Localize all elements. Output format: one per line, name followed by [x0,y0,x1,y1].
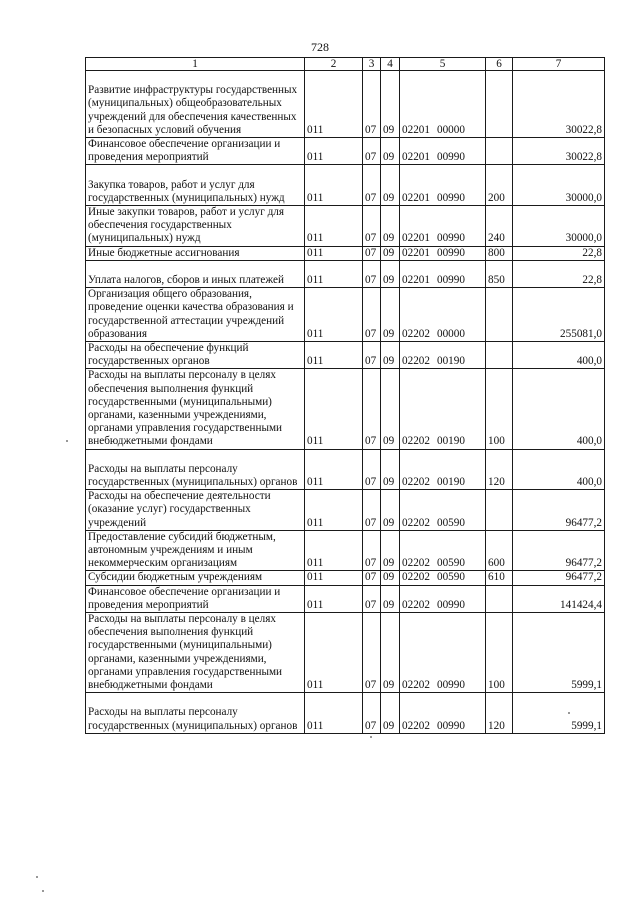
amount-cell: 400,0 [513,342,605,369]
amount-cell: 255081,0 [513,288,605,342]
scan-speck [36,876,38,878]
target-article-cell [400,530,486,571]
ministry-code-cell: 011 [305,490,363,531]
expense-type-cell: 800 [486,246,513,260]
expense-type-cell [486,138,513,165]
expense-name-cell: Предоставление субсидий бюджетным, автономным учреждениям и иным некоммерческим организациям [86,530,305,571]
scan-speck [66,440,68,442]
subsection-code-cell: 09 [381,206,400,247]
table-row [86,369,605,449]
expense-name-cell: Расходы на обеспечение деятельности (оказание услуг) государственных учреждений [86,490,305,531]
table-row [86,246,605,260]
expense-type-cell: 610 [486,571,513,585]
expense-type-cell: 100 [486,613,513,693]
column-header: 3 [363,58,381,71]
target-article-direction: 00990 [436,719,465,732]
section-code-cell: 07 [363,71,381,138]
target-article-program: 02202 [402,719,430,732]
column-header: 1 [86,58,305,71]
subsection-code-cell: 09 [381,585,400,612]
table-row [86,490,605,531]
expense-name-cell: Уплата налогов, сборов и иных платежей [86,260,305,287]
target-article-direction: 00590 [436,516,465,529]
column-header: 2 [305,58,363,71]
target-article-cell [400,138,486,165]
target-article-program: 02201 [402,246,430,259]
ministry-code-cell: 011 [305,449,363,490]
target-article-program: 02201 [402,191,430,204]
expense-name-cell: Расходы на обеспечение функций государственных органов [86,342,305,369]
ministry-code-cell: 011 [305,613,363,693]
target-article-cell [400,246,486,260]
amount-cell: 30022,8 [513,71,605,138]
target-article-program: 02202 [402,476,430,489]
target-article-direction: 00990 [436,246,465,259]
ministry-code-cell: 011 [305,342,363,369]
subsection-code-cell: 09 [381,246,400,260]
subsection-code-cell: 09 [381,138,400,165]
subsection-code-cell: 09 [381,571,400,585]
section-code-cell: 07 [363,613,381,693]
expense-name-cell: Финансовое обеспечение организации и проведения мероприятий [86,138,305,165]
target-article-cell [400,206,486,247]
amount-cell: 96477,2 [513,530,605,571]
amount-cell: 30000,0 [513,206,605,247]
subsection-code-cell: 09 [381,369,400,449]
ministry-code-cell: 011 [305,138,363,165]
table-row [86,693,605,734]
target-article-cell [400,693,486,734]
expense-type-cell [486,71,513,138]
section-code-cell: 07 [363,693,381,734]
amount-cell: 141424,4 [513,585,605,612]
ministry-code-cell: 011 [305,585,363,612]
target-article-cell [400,260,486,287]
ministry-code-cell: 011 [305,71,363,138]
table-row [86,138,605,165]
section-code-cell: 07 [363,206,381,247]
section-code-cell: 07 [363,571,381,585]
table-row [86,342,605,369]
target-article-program: 02201 [402,123,430,136]
section-code-cell: 07 [363,585,381,612]
section-code-cell: 07 [363,246,381,260]
amount-cell: 96477,2 [513,571,605,585]
scan-speck [370,736,372,738]
target-article-direction: 00990 [436,679,465,692]
column-header: 6 [486,58,513,71]
budget-table [85,57,605,734]
subsection-code-cell: 09 [381,530,400,571]
target-article-direction: 00990 [436,191,465,204]
section-code-cell: 07 [363,165,381,206]
expense-name-cell: Развитие инфраструктуры государственных (муниципальных) общеобразовательных учреждений для обеспечения качественных и безопасных условий обучения [86,71,305,138]
subsection-code-cell: 09 [381,613,400,693]
expense-name-cell: Иные закупки товаров, работ и услуг для обеспечения государственных (муниципальных) нужд [86,206,305,247]
target-article-direction: 00000 [436,123,465,136]
target-article-direction: 00990 [436,598,465,611]
target-article-direction: 00190 [436,435,465,448]
expense-type-cell: 200 [486,165,513,206]
target-article-program: 02202 [402,598,430,611]
target-article-program: 02202 [402,516,430,529]
target-article-cell [400,165,486,206]
ministry-code-cell: 011 [305,165,363,206]
target-article-program: 02201 [402,151,430,164]
subsection-code-cell: 09 [381,288,400,342]
expense-name-cell: Расходы на выплаты персоналу в целях обеспечения выполнения функций государственными (муниципальными) органами, казенными учреждениями, органами управления государственными внебюджетными фондами [86,613,305,693]
target-article-direction: 00590 [436,571,465,584]
amount-cell: 5999,1 [513,613,605,693]
expense-type-cell: 850 [486,260,513,287]
target-article-program: 02201 [402,274,430,286]
subsection-code-cell: 09 [381,71,400,138]
target-article-program: 02202 [402,435,430,448]
target-article-cell [400,288,486,342]
subsection-code-cell: 09 [381,693,400,734]
table-row [86,260,605,287]
column-header: 5 [400,58,486,71]
amount-cell: 400,0 [513,449,605,490]
expense-type-cell [486,490,513,531]
expense-type-cell: 240 [486,206,513,247]
table-row [86,288,605,342]
target-article-program: 02202 [402,571,430,584]
amount-cell: 22,8 [513,260,605,287]
expense-type-cell: 120 [486,449,513,490]
scan-speck [568,712,570,714]
target-article-cell [400,71,486,138]
target-article-direction: 00190 [436,355,465,368]
target-article-cell [400,585,486,612]
expense-type-cell [486,288,513,342]
target-article-program: 02202 [402,327,430,340]
target-article-direction: 00990 [436,274,465,286]
section-code-cell: 07 [363,138,381,165]
target-article-program: 02201 [402,232,430,245]
table-row [86,71,605,138]
target-article-cell [400,369,486,449]
expense-name-cell: Расходы на выплаты персоналу государственных (муниципальных) органов [86,449,305,490]
ministry-code-cell: 011 [305,369,363,449]
table-row [86,571,605,585]
target-article-program: 02202 [402,355,430,368]
expense-name-cell: Организация общего образования, проведение оценки качества образования и государственной аттестации учреждений образования [86,288,305,342]
ministry-code-cell: 011 [305,571,363,585]
subsection-code-cell: 09 [381,165,400,206]
section-code-cell: 07 [363,260,381,287]
section-code-cell: 07 [363,369,381,449]
expense-name-cell: Иные бюджетные ассигнования [86,246,305,260]
target-article-direction: 00190 [436,476,465,489]
table-row [86,206,605,247]
target-article-direction: 00590 [436,557,465,570]
scan-speck [42,890,44,892]
amount-cell: 30000,0 [513,165,605,206]
section-code-cell: 07 [363,449,381,490]
table-row [86,449,605,490]
table-row [86,530,605,571]
subsection-code-cell: 09 [381,260,400,287]
expense-type-cell [486,342,513,369]
page-number: 728 [311,40,329,54]
target-article-program: 02202 [402,557,430,570]
amount-cell: 400,0 [513,369,605,449]
ministry-code-cell: 011 [305,206,363,247]
column-header: 4 [381,58,400,71]
header-row [86,58,605,71]
target-article-cell [400,613,486,693]
section-code-cell: 07 [363,490,381,531]
subsection-code-cell: 09 [381,449,400,490]
ministry-code-cell: 011 [305,530,363,571]
target-article-cell [400,342,486,369]
table-row [86,165,605,206]
target-article-direction: 00000 [436,327,465,340]
subsection-code-cell: 09 [381,490,400,531]
target-article-cell [400,490,486,531]
expense-name-cell: Субсидии бюджетным учреждениям [86,571,305,585]
amount-cell: 22,8 [513,246,605,260]
table-row [86,585,605,612]
expense-type-cell: 100 [486,369,513,449]
section-code-cell: 07 [363,288,381,342]
target-article-direction: 00990 [436,232,465,245]
target-article-cell [400,571,486,585]
ministry-code-cell: 011 [305,288,363,342]
expense-name-cell: Расходы на выплаты персоналу в целях обеспечения выполнения функций государственными (муниципальными) органами, казенными учреждениями, органами управления государственными внебюджетными фондами [86,369,305,449]
amount-cell: 5999,1 [513,693,605,734]
ministry-code-cell: 011 [305,260,363,287]
target-article-cell [400,449,486,490]
target-article-program: 02202 [402,679,430,692]
expense-type-cell: 600 [486,530,513,571]
subsection-code-cell: 09 [381,342,400,369]
expense-type-cell: 120 [486,693,513,734]
amount-cell: 30022,8 [513,138,605,165]
expense-name-cell: Расходы на выплаты персоналу государственных (муниципальных) органов [86,693,305,734]
expense-name-cell: Закупка товаров, работ и услуг для государственных (муниципальных) нужд [86,165,305,206]
table-row [86,613,605,693]
ministry-code-cell: 011 [305,693,363,734]
ministry-code-cell: 011 [305,246,363,260]
table-body [86,71,605,734]
section-code-cell: 07 [363,530,381,571]
section-code-cell: 07 [363,342,381,369]
expense-type-cell [486,585,513,612]
expense-name-cell: Финансовое обеспечение организации и проведения мероприятий [86,585,305,612]
amount-cell: 96477,2 [513,490,605,531]
target-article-direction: 00990 [436,151,465,164]
column-header: 7 [513,58,605,71]
